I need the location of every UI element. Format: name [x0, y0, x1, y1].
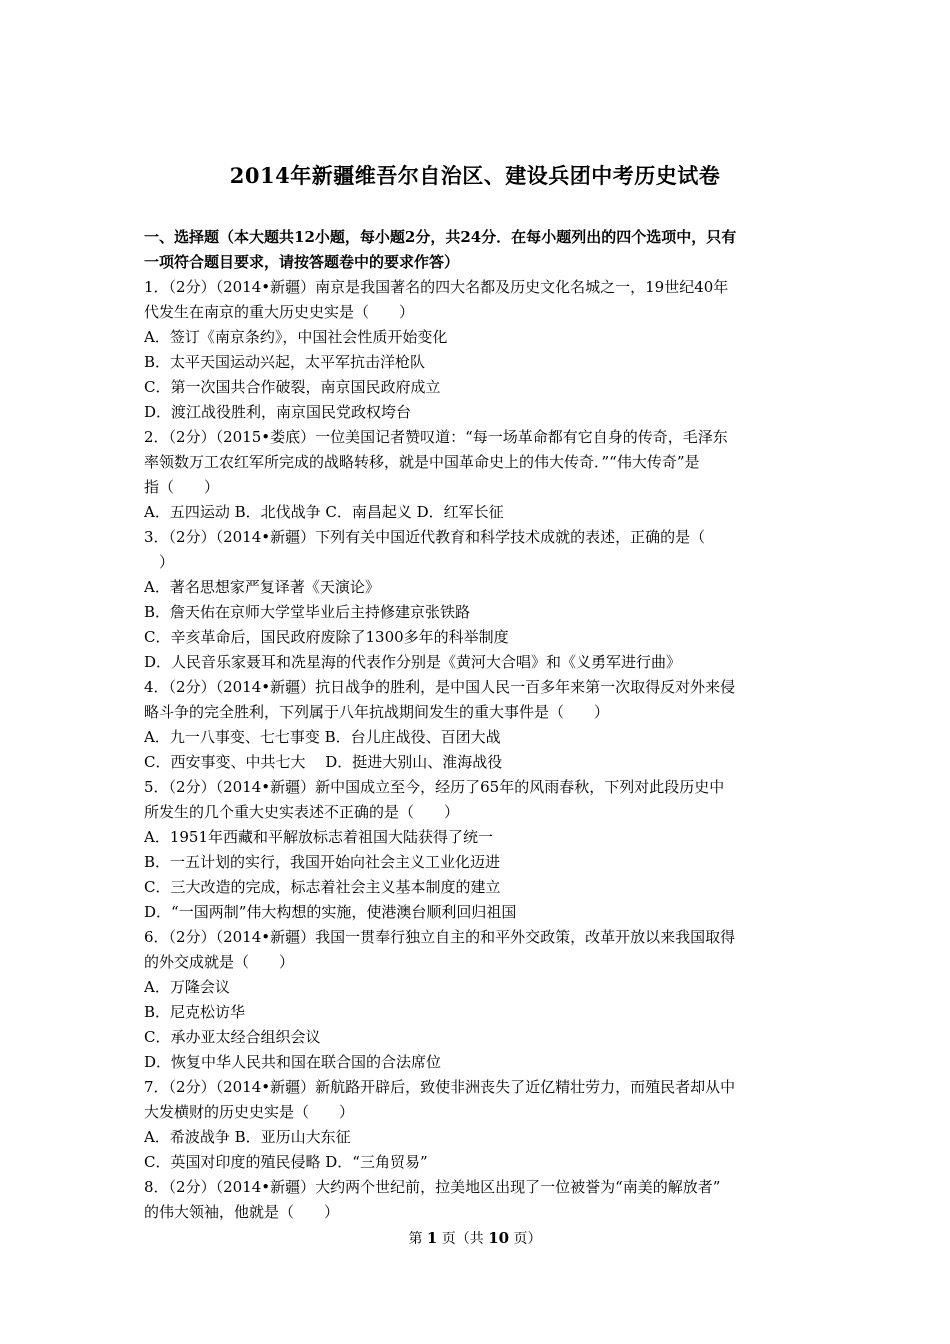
question-lines — [144, 275, 812, 1225]
text-line: A．万隆会议 — [144, 978, 230, 996]
text-line: C．英国对印度的殖民侵略 D．“三角贸易” — [144, 1153, 428, 1171]
text-line: 的伟大领袖，他就是（ ） — [144, 1203, 340, 1221]
text-line: D．人民音乐家聂耳和冼星海的代表作分别是《黄河大合唱》和《义勇军进行曲》 — [144, 653, 682, 671]
text-line: B．尼克松访华 — [144, 1003, 246, 1021]
footer-total-pages: 10 — [488, 1229, 510, 1247]
text-line: 4．（2分）（2014•新疆）抗日战争的胜利，是中国人民一百多年来第一次取得反对外来侵 — [144, 678, 736, 696]
text-line: D．恢复中华人民共和国在联合国的合法席位 — [144, 1053, 442, 1071]
text-line: A．九一八事变、七七事变 B．台儿庄战役、百团大战 — [144, 728, 501, 746]
footer-suffix: 页） — [509, 1231, 542, 1247]
text-line: 7．（2分）（2014•新疆）新航路开辟后，致使非洲丧失了近亿精壮劳力，而殖民者却从中 — [144, 1078, 736, 1096]
text-line: 所发生的几个重大史实表述不正确的是（ ） — [144, 803, 460, 821]
text-line: 3．（2分）（2014•新疆）下列有关中国近代教育和科学技术成就的表述，正确的是（ — [144, 528, 706, 546]
text-line: D．渡江战役胜利，南京国民党政权垮台 — [144, 403, 412, 421]
text-line: D．“一国两制”伟大构想的实施，使港澳台顺利回归祖国 — [144, 903, 517, 921]
text-line: A．著名思想家严复译著《天演论》 — [144, 578, 380, 596]
footer-page-number: 1 — [426, 1229, 438, 1247]
text-line: C．第一次国共合作破裂，南京国民政府成立 — [144, 378, 441, 396]
text-line: A．五四运动 B．北伐战争 C．南昌起义 D．红军长征 — [144, 503, 504, 521]
text-line: 指（ ） — [144, 478, 220, 496]
page-footer — [0, 1228, 950, 1248]
section-heading-line-2: 一项符合题目要求，请按答题卷中的要求作答） — [144, 253, 460, 271]
text-line: 1．（2分）（2014•新疆）南京是我国著名的四大名都及历史文化名城之一，19世纪40年 — [144, 278, 729, 296]
text-line: B．一五计划的实行，我国开始向社会主义工业化迈进 — [144, 853, 501, 871]
text-line: 6．（2分）（2014•新疆）我国一贯奉行独立自主的和平外交政策，改革开放以来我国取得 — [144, 928, 736, 946]
text-line: 大发横财的历史史实是（ ） — [144, 1103, 355, 1121]
footer-prefix: 第 — [408, 1231, 427, 1247]
section-heading-line-1: 一、选择题（本大题共12小题，每小题2分，共24分．在每小题列出的四个选项中，只有 — [144, 228, 737, 246]
text-line: ） — [144, 553, 175, 571]
text-line: C．辛亥革命后，国民政府废除了1300多年的科举制度 — [144, 628, 509, 646]
text-line: 5．（2分）（2014•新疆）新中国成立至今，经历了65年的风雨春秋，下列对此段历史中 — [144, 778, 725, 796]
text-line: C．三大改造的完成，标志着社会主义基本制度的建立 — [144, 878, 501, 896]
text-line: 的外交成就是（ ） — [144, 953, 295, 971]
text-line: 2．（2分）（2015•娄底）一位美国记者赞叹道：“每一场革命都有它自身的传奇，毛泽东 — [144, 428, 728, 446]
text-line: C．西安事变、中共七大 D．挺进大别山、淮海战役 — [144, 753, 503, 771]
text-line: A．1951年西藏和平解放标志着祖国大陆获得了统一 — [144, 828, 494, 846]
text-line: A．希波战争 B．亚历山大东征 — [144, 1128, 351, 1146]
text-line: 代发生在南京的重大历史史实是（ ） — [144, 303, 415, 321]
text-line: B．詹天佑在京师大学堂毕业后主持修建京张铁路 — [144, 603, 471, 621]
text-line: 8．（2分）（2014•新疆）大约两个世纪前，拉美地区出现了一位被誉为“南美的解放者” — [144, 1178, 721, 1196]
footer-middle: 页（共 — [437, 1231, 489, 1247]
page-title: 2014年新疆维吾尔自治区、建设兵团中考历史试卷 — [229, 163, 721, 188]
text-line: 率领数万工农红军所完成的战略转移，就是中国革命史上的伟大传奇．”“伟大传奇”是 — [144, 453, 700, 471]
text-line: A．签订《南京条约》，中国社会性质开始变化 — [144, 328, 448, 346]
question-body — [144, 225, 812, 1225]
text-line: C．承办亚太经合组织会议 — [144, 1028, 321, 1046]
text-line: 略斗争的完全胜利，下列属于八年抗战期间发生的重大事件是（ ） — [144, 703, 610, 721]
text-line: B．太平天国运动兴起，太平军抗击洋枪队 — [144, 353, 426, 371]
